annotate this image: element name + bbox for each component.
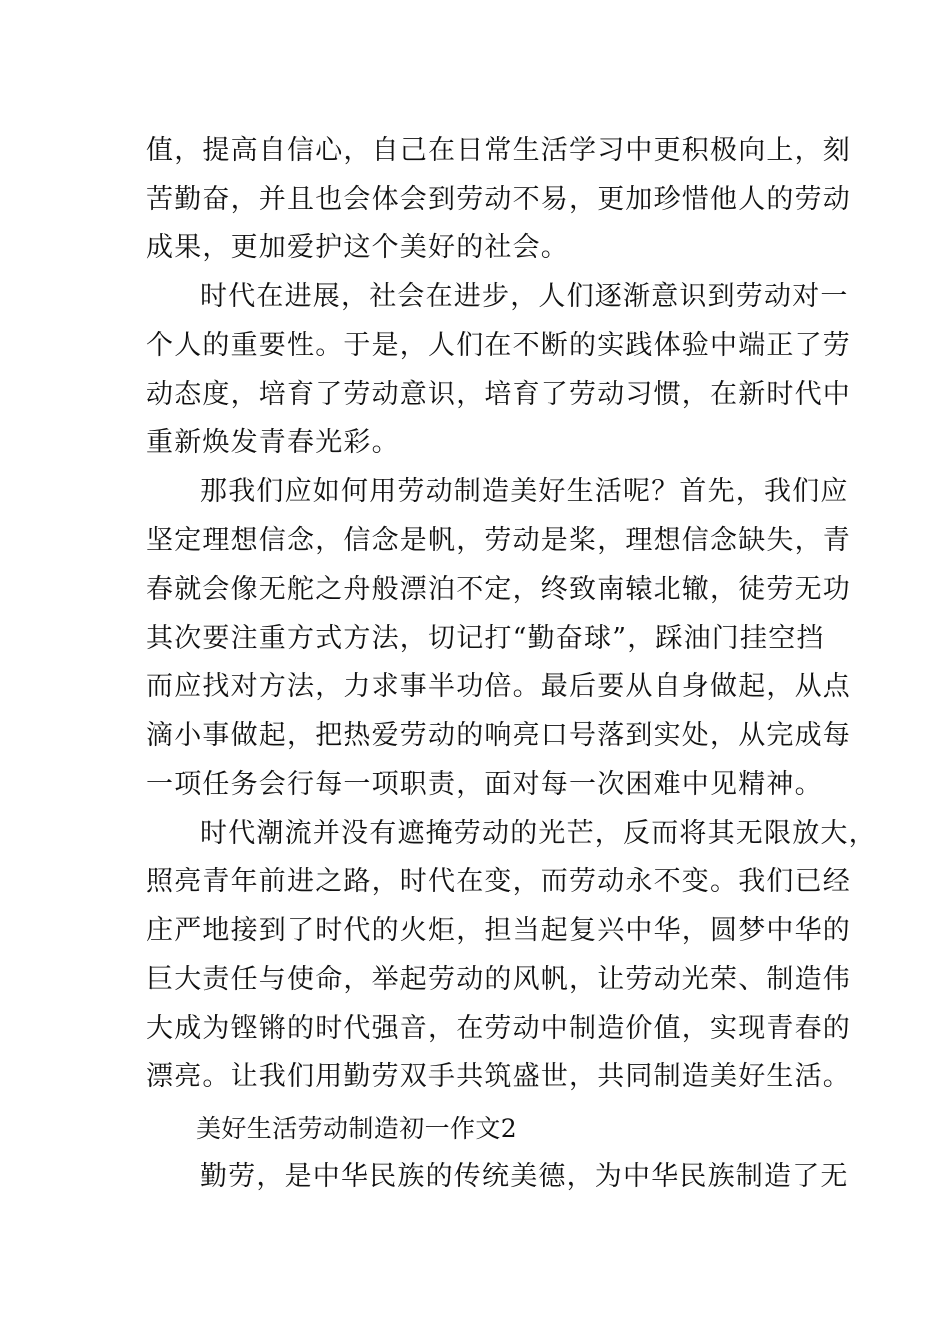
paragraph-2-line-2: 个人的重要性。于是，人们在不断的实践体验中端正了劳 xyxy=(146,330,851,361)
paragraph-5-line-1: 勤劳，是中华民族的传统美德，为中华民族制造了无 xyxy=(200,1161,849,1192)
section-heading: 美好生活劳动制造初一作文2 xyxy=(196,1114,518,1143)
paragraph-3-line-2: 坚定理想信念，信念是帆，劳动是桨，理想信念缺失，青 xyxy=(146,525,851,556)
paragraph-1-line-2: 苦勤奋，并且也会体会到劳动不易，更加珍惜他人的劳动 xyxy=(146,184,851,215)
paragraph-4-line-4: 巨大责任与使命，举起劳动的风帆，让劳动光荣、制造伟 xyxy=(146,964,851,995)
paragraph-3-line-7: 一项任务会行每一项职责，面对每一次困难中见精神。 xyxy=(146,769,823,800)
paragraph-3-line-3: 春就会像无舵之舟般漂泊不定，终致南辕北辙，徒劳无功 xyxy=(146,574,851,605)
paragraph-4-line-1: 时代潮流并没有遮掩劳动的光芒，反而将其无限放大， xyxy=(200,818,877,849)
paragraph-2-line-4: 重新焕发青春光彩。 xyxy=(146,427,400,458)
paragraph-4-line-6: 漂亮。让我们用勤劳双手共筑盛世，共同制造美好生活。 xyxy=(146,1061,851,1092)
paragraph-3-line-1: 那我们应如何用劳动制造美好生活呢？首先，我们应 xyxy=(200,476,849,507)
paragraph-1-line-3: 成果，更加爱护这个美好的社会。 xyxy=(146,232,569,263)
paragraph-3-line-5: 而应找对方法，力求事半功倍。最后要从自身做起，从点 xyxy=(146,671,851,702)
paragraph-2-line-1: 时代在进展，社会在进步，人们逐渐意识到劳动对一 xyxy=(200,281,849,312)
paragraph-4-line-3: 庄严地接到了时代的火炬，担当起复兴中华，圆梦中华的 xyxy=(146,915,851,946)
paragraph-4-line-5: 大成为铿锵的时代强音，在劳动中制造价值，实现青春的 xyxy=(146,1013,851,1044)
paragraph-1-line-1: 值，提高自信心，自己在日常生活学习中更积极向上，刻 xyxy=(146,135,851,166)
paragraph-3-line-4: 其次要注重方式方法，切记打“勤奋球”，踩油门挂空挡 xyxy=(146,623,825,654)
paragraph-2-line-3: 动态度，培育了劳动意识，培育了劳动习惯，在新时代中 xyxy=(146,379,851,410)
paragraph-4-line-2: 照亮青年前进之路，时代在变，而劳动永不变。我们已经 xyxy=(146,866,851,897)
paragraph-3-line-6: 滴小事做起，把热爱劳动的响亮口号落到实处，从完成每 xyxy=(146,720,851,751)
